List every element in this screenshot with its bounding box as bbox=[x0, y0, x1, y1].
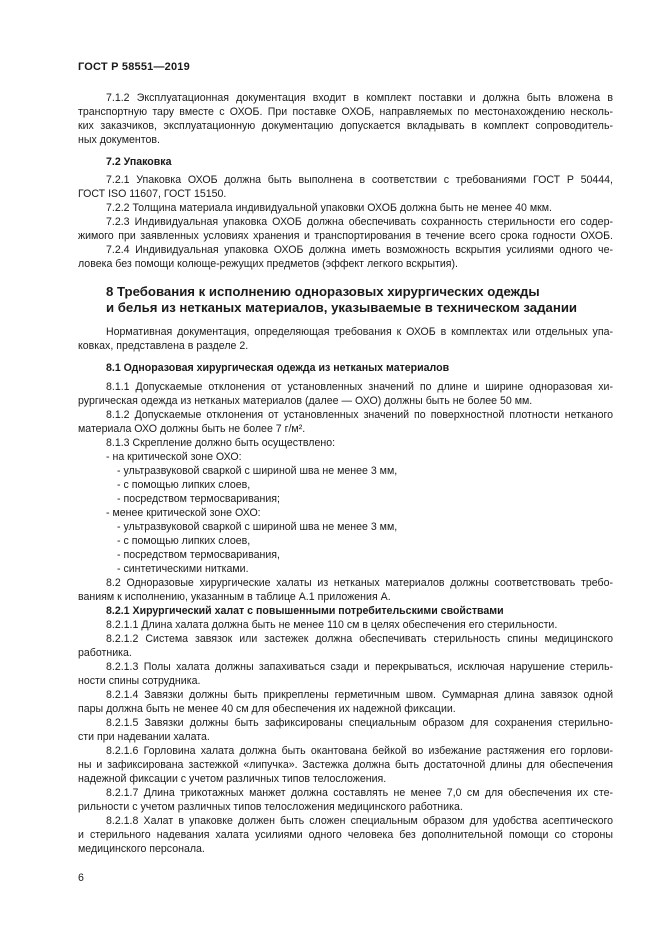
subsection-heading: 8.2.1 Хирургический халат с повышенными потребительскими свойствами bbox=[106, 605, 504, 617]
page-number: 6 bbox=[78, 872, 84, 884]
text-line: 8.2.1.2 Система завязок или застежек должна обеспечивать стерильность спины медицинского bbox=[106, 633, 613, 645]
text-line: транспортную тару вместе с ОХОБ. При поставке ОХОБ, направляемых по местонахождению несколь- bbox=[78, 106, 613, 118]
text-line: Нормативная документация, определяющая требования к ОХОБ в комплектах или отдельных упа- bbox=[106, 326, 613, 338]
text-line: ных документов. bbox=[78, 134, 160, 146]
text-line: 8.1.3 Скрепление должно быть осуществлено: bbox=[106, 437, 336, 449]
text-line: рургическая одежда из нетканых материалов (далее — ОХО) должны быть не более 50 мм. bbox=[78, 395, 533, 407]
text-line: 7.2.2 Толщина материала индивидуальной упаковки ОХОБ должна быть не менее 40 мкм. bbox=[106, 202, 552, 214]
subsection-heading: 8.1 Одноразовая хирургическая одежда из нетканых материалов bbox=[106, 362, 450, 374]
text-line: ны и зафиксирована застежкой «липучка». Застежка должна быть достаточной длины для обеспечения bbox=[78, 759, 613, 771]
text-line: 8.2.1.3 Полы халата должны запахиваться сзади и перекрываться, исключая нарушение стериль- bbox=[106, 661, 613, 673]
text-line: пары должна быть не менее 40 см для обеспечения их надежной фиксации. bbox=[78, 703, 456, 715]
text-line: 7.2.1 Упаковка ОХОБ должна быть выполнена в соответствии с требованиями ГОСТ Р 50444, bbox=[106, 174, 613, 186]
document-header: ГОСТ Р 58551—2019 bbox=[78, 61, 190, 73]
list-item: - синтетическими нитками. bbox=[117, 563, 249, 575]
list-item: - с помощью липких слоев, bbox=[117, 479, 251, 491]
list-item: - посредством термосваривания, bbox=[117, 549, 280, 561]
text-line: надежной фиксации с учетом различных типов телосложения. bbox=[78, 773, 387, 785]
text-line: медицинского персонала. bbox=[78, 843, 205, 855]
text-line: 8.1.2 Допускаемые отклонения от установленных значений по поверхностной плотности нетканого bbox=[106, 409, 613, 421]
section-heading: и белья из нетканых материалов, указываемые в техническом задании bbox=[106, 300, 578, 315]
list-item: - на критической зоне ОХО: bbox=[106, 451, 242, 463]
list-item: - ультразвуковой сваркой с шириной шва не менее 3 мм, bbox=[117, 521, 398, 533]
text-line: 8.2 Одноразовые хирургические халаты из нетканых материалов должны соответствовать требо- bbox=[106, 577, 613, 589]
text-line: жимого при заявленных условиях хранения и транспортирования в течение всего срока годности ОХОБ. bbox=[78, 230, 613, 242]
section-heading: 8 Требования к исполнению одноразовых хирургических одежды bbox=[106, 284, 540, 299]
text-line: сти при надевании халата. bbox=[78, 731, 210, 743]
text-line: ваниям к исполнению, указанным в таблице А.1 приложения А. bbox=[78, 591, 391, 603]
text-line: ности спины сотрудника. bbox=[78, 675, 201, 687]
text-line: ковках, представлена в разделе 2. bbox=[78, 340, 249, 352]
text-line: 8.2.1.6 Горловина халата должна быть окантована бейкой во избежание растяжения его горлови- bbox=[106, 745, 613, 757]
text-line: 8.2.1.8 Халат в упаковке должен быть сложен специальным образом для удобства асептического bbox=[106, 815, 613, 827]
text-line: ловека без помощи колюще-режущих предметов (эффект легкого вскрытия). bbox=[78, 258, 458, 270]
text-line: и стерильного надевания халата усилиями одного человека без дополнительной помощи со стороны bbox=[78, 829, 613, 841]
text-line: 8.2.1.5 Завязки должны быть зафиксированы специальным образом для сохранения стерильно- bbox=[106, 717, 613, 729]
list-item: - менее критической зоне ОХО: bbox=[106, 507, 261, 519]
text-line: 7.1.2 Эксплуатационная документация входит в комплект поставки и должна быть вложена в bbox=[106, 92, 613, 104]
text-line: работника. bbox=[78, 647, 132, 659]
list-item: - с помощью липких слоев, bbox=[117, 535, 251, 547]
text-line: 7.2.4 Индивидуальная упаковка ОХОБ должна иметь возможность вскрытия усилиями одного че- bbox=[106, 244, 613, 256]
list-item: - посредством термосваривания; bbox=[117, 493, 280, 505]
text-line: материала ОХО должны быть не более 7 г/м². bbox=[78, 423, 306, 435]
text-line: 8.2.1.1 Длина халата должна быть не менее 110 см в целях обеспечения его стерильности. bbox=[106, 619, 558, 631]
text-line: 7.2.3 Индивидуальная упаковка ОХОБ должна обеспечивать сохранность стерильности его содер- bbox=[106, 216, 613, 228]
text-line: ГОСТ ISO 11607, ГОСТ 15150. bbox=[78, 188, 227, 200]
list-item: - ультразвуковой сваркой с шириной шва не менее 3 мм, bbox=[117, 465, 398, 477]
text-line: ких заказчиков, эксплуатационную документацию допускается вкладывать в комплект сопроводитель- bbox=[78, 120, 613, 132]
text-line: 8.2.1.4 Завязки должны быть прикреплены герметичным швом. Суммарная длина завязок одной bbox=[106, 689, 613, 701]
text-line: 8.1.1 Допускаемые отклонения от установленных значений по длине и ширине одноразовая хи- bbox=[106, 381, 613, 393]
subsection-heading: 7.2 Упаковка bbox=[106, 156, 172, 168]
text-line: рильности с учетом различных типов телосложения медицинского работника. bbox=[78, 801, 463, 813]
text-line: 8.2.1.7 Длина трикотажных манжет должна составлять не менее 7,0 см для обеспечения их сте- bbox=[106, 787, 613, 799]
